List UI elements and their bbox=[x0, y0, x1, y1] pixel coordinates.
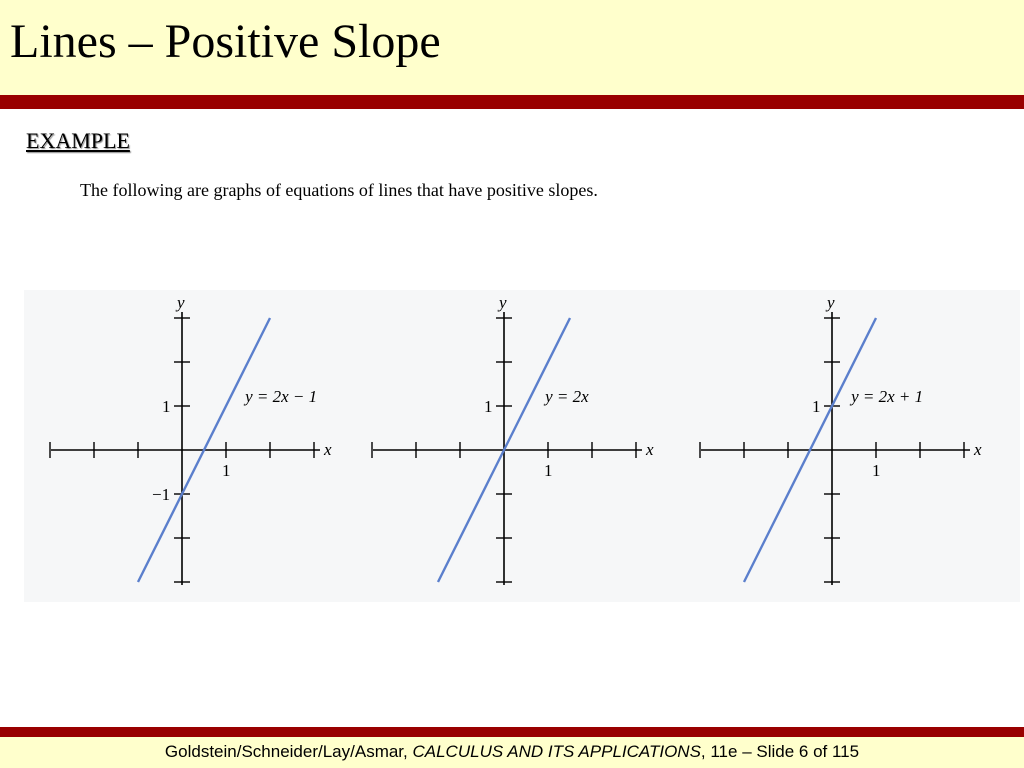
footer-slide-info: , 11e – Slide 6 of 115 bbox=[700, 742, 860, 761]
equation-label: y = 2x bbox=[545, 386, 589, 406]
x-tick-label: 1 bbox=[222, 461, 231, 480]
x-tick-label: 1 bbox=[544, 461, 553, 480]
y-axis-label: y bbox=[827, 293, 835, 312]
title-rule bbox=[0, 95, 1024, 109]
x-axis-label: x bbox=[646, 440, 654, 459]
footer-citation bbox=[0, 742, 1024, 762]
y-axis-label: y bbox=[499, 293, 507, 312]
example-label: EXAMPLE bbox=[26, 128, 130, 153]
intro-text: The following are graphs of equations of lines that have positive slopes. bbox=[80, 180, 598, 200]
y-tick-label: 1 bbox=[812, 397, 821, 416]
x-axis-label: x bbox=[974, 440, 982, 459]
graph-y-2x bbox=[370, 290, 670, 600]
equation-label: y = 2x + 1 bbox=[851, 386, 924, 406]
footer-rule bbox=[0, 727, 1024, 737]
y-tick-label: 1 bbox=[484, 397, 493, 416]
y-tick-label: −1 bbox=[152, 485, 171, 504]
x-axis-label: x bbox=[324, 440, 332, 459]
graph-y-2x-minus-1 bbox=[48, 290, 348, 600]
y-tick-label: 1 bbox=[162, 397, 171, 416]
footer-authors: Goldstein/Schneider/Lay/Asmar, bbox=[164, 742, 413, 761]
equation-label: y = 2x − 1 bbox=[245, 386, 318, 406]
slide-title: Lines – Positive Slope bbox=[10, 15, 441, 68]
y-axis-label: y bbox=[177, 293, 185, 312]
x-tick-label: 1 bbox=[872, 461, 881, 480]
graph-y-2x-plus-1 bbox=[698, 290, 998, 600]
footer-book-title: CALCULUS AND ITS APPLICATIONS bbox=[412, 742, 701, 761]
